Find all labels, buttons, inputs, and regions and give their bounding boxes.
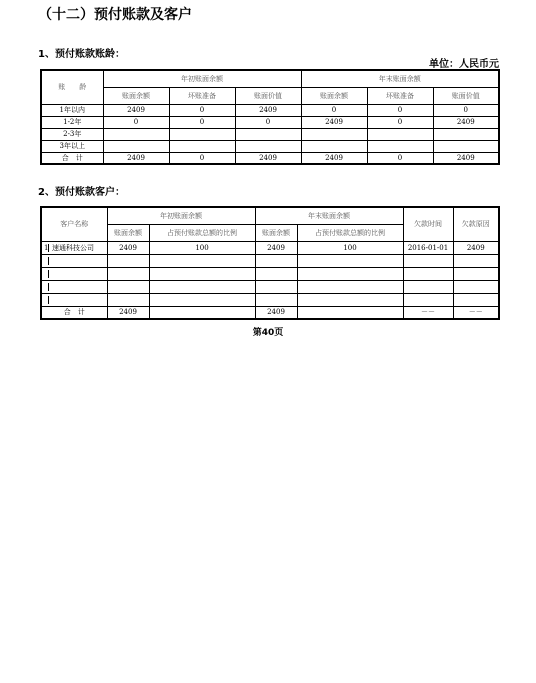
table-cell: [403, 267, 453, 280]
table-cell: 2409: [255, 306, 297, 319]
table-cell: 0: [433, 104, 499, 116]
table-cell: [433, 128, 499, 140]
table-row: [41, 293, 499, 306]
table-cell: [107, 280, 149, 293]
table-row: [41, 128, 499, 140]
table-cell: [403, 280, 453, 293]
customer-subheader: 账面余额: [255, 224, 297, 241]
table-cell: [453, 293, 499, 306]
table-cell: [149, 293, 255, 306]
table-cell: 0: [367, 152, 433, 164]
customer-name: 速通科技公司: [52, 243, 94, 252]
table-cell: [301, 128, 367, 140]
table-cell: [403, 254, 453, 267]
table-cell: 0: [103, 116, 169, 128]
total-label: 合 计: [41, 306, 107, 319]
table-cell: 2409: [103, 104, 169, 116]
customer-name-cell: [41, 267, 107, 280]
aging-label: 合 计: [41, 152, 103, 164]
aging-subheader: 账面价值: [433, 87, 499, 104]
row-index: 1: [44, 243, 49, 252]
total-row: [41, 306, 499, 319]
table-row: [41, 267, 499, 280]
table-cell: [149, 254, 255, 267]
table-row: [41, 104, 499, 116]
aging-subheader: 坏账准备: [367, 87, 433, 104]
customer-name-cell: [41, 293, 107, 306]
table-cell: [367, 140, 433, 152]
table-cell: 100: [297, 241, 403, 254]
customer-table: [40, 206, 500, 320]
unit-label: 单位：人民币元: [429, 59, 499, 70]
table-cell: 2409: [301, 116, 367, 128]
row-index: [44, 283, 49, 291]
table-cell: [103, 140, 169, 152]
customer-subheader: 占预付账款总额的比例: [297, 224, 403, 241]
customer-name-cell: [41, 241, 107, 254]
table-cell: [453, 267, 499, 280]
aging-label: 3年以上: [41, 140, 103, 152]
table-cell: 2409: [103, 152, 169, 164]
table-cell: [297, 293, 403, 306]
table-cell: 2409: [301, 152, 367, 164]
table-cell: [255, 293, 297, 306]
aging-label: 2-3年: [41, 128, 103, 140]
table-cell: [453, 280, 499, 293]
aging-subheader: 账面余额: [301, 87, 367, 104]
table-cell: 2409: [255, 241, 297, 254]
table-cell: [297, 280, 403, 293]
table-cell: [103, 128, 169, 140]
section1-heading: 1、预付账款账龄：: [38, 49, 125, 60]
table-cell: 2016-01-01: [403, 241, 453, 254]
customer-subheader: 账面余额: [107, 224, 149, 241]
page-title: （十二）预付账款及客户: [38, 7, 192, 23]
table-cell: 2409: [235, 152, 301, 164]
aging-group-end: 年末账面余额: [301, 70, 499, 87]
table-cell: [149, 306, 255, 319]
aging-label: 1年以内: [41, 104, 103, 116]
table-cell: 2409: [453, 241, 499, 254]
table-cell: [169, 140, 235, 152]
table-cell: [297, 254, 403, 267]
table-cell: [433, 140, 499, 152]
table-cell: [403, 293, 453, 306]
table-cell: [107, 254, 149, 267]
customer-subheader: 占预付账款总额的比例: [149, 224, 255, 241]
table-cell: －－: [453, 306, 499, 319]
table-cell: 2409: [235, 104, 301, 116]
total-row: [41, 152, 499, 164]
aging-subheader: 坏账准备: [169, 87, 235, 104]
aging-subheader: 账面价值: [235, 87, 301, 104]
table-cell: 0: [169, 152, 235, 164]
owe-time-header: 欠款时间: [403, 207, 453, 241]
page-number: 第40页: [252, 328, 284, 338]
table-cell: 2409: [107, 241, 149, 254]
row-index: [44, 270, 49, 278]
aging-header: 账 龄: [41, 70, 103, 104]
table-cell: [235, 140, 301, 152]
table-cell: 0: [367, 116, 433, 128]
aging-group-begin: 年初账面余额: [103, 70, 301, 87]
row-index: [44, 296, 49, 304]
table-cell: [255, 280, 297, 293]
table-cell: [453, 254, 499, 267]
table-cell: [255, 254, 297, 267]
table-cell: [255, 267, 297, 280]
table-cell: [149, 280, 255, 293]
section2-heading: 2、预付账款客户：: [38, 187, 125, 198]
table-cell: 0: [169, 116, 235, 128]
customer-name-cell: [41, 254, 107, 267]
table-cell: [297, 306, 403, 319]
customer-group-begin: 年初账面余额: [107, 207, 255, 224]
table-cell: 0: [169, 104, 235, 116]
customer-group-end: 年末账面余额: [255, 207, 403, 224]
table-cell: [169, 128, 235, 140]
table-cell: －－: [403, 306, 453, 319]
table-cell: [297, 267, 403, 280]
aging-label: 1-2年: [41, 116, 103, 128]
table-cell: [235, 128, 301, 140]
table-row: [41, 140, 499, 152]
aging-subheader: 账面余额: [103, 87, 169, 104]
table-cell: [149, 267, 255, 280]
table-cell: [107, 293, 149, 306]
table-row: [41, 254, 499, 267]
table-row: [41, 280, 499, 293]
table-cell: 0: [235, 116, 301, 128]
table-cell: 0: [301, 104, 367, 116]
aging-table: [40, 69, 500, 165]
customer-name-header: 客户名称: [41, 207, 107, 241]
customer-name-cell: [41, 280, 107, 293]
table-cell: 2409: [433, 116, 499, 128]
table-cell: 2409: [433, 152, 499, 164]
table-cell: [107, 267, 149, 280]
owe-reason-header: 欠款原因: [453, 207, 499, 241]
table-cell: 0: [367, 104, 433, 116]
table-row: [41, 241, 499, 254]
table-cell: 100: [149, 241, 255, 254]
table-row: [41, 116, 499, 128]
table-cell: [301, 140, 367, 152]
table-cell: 2409: [107, 306, 149, 319]
table-cell: [367, 128, 433, 140]
row-index: [44, 257, 49, 265]
